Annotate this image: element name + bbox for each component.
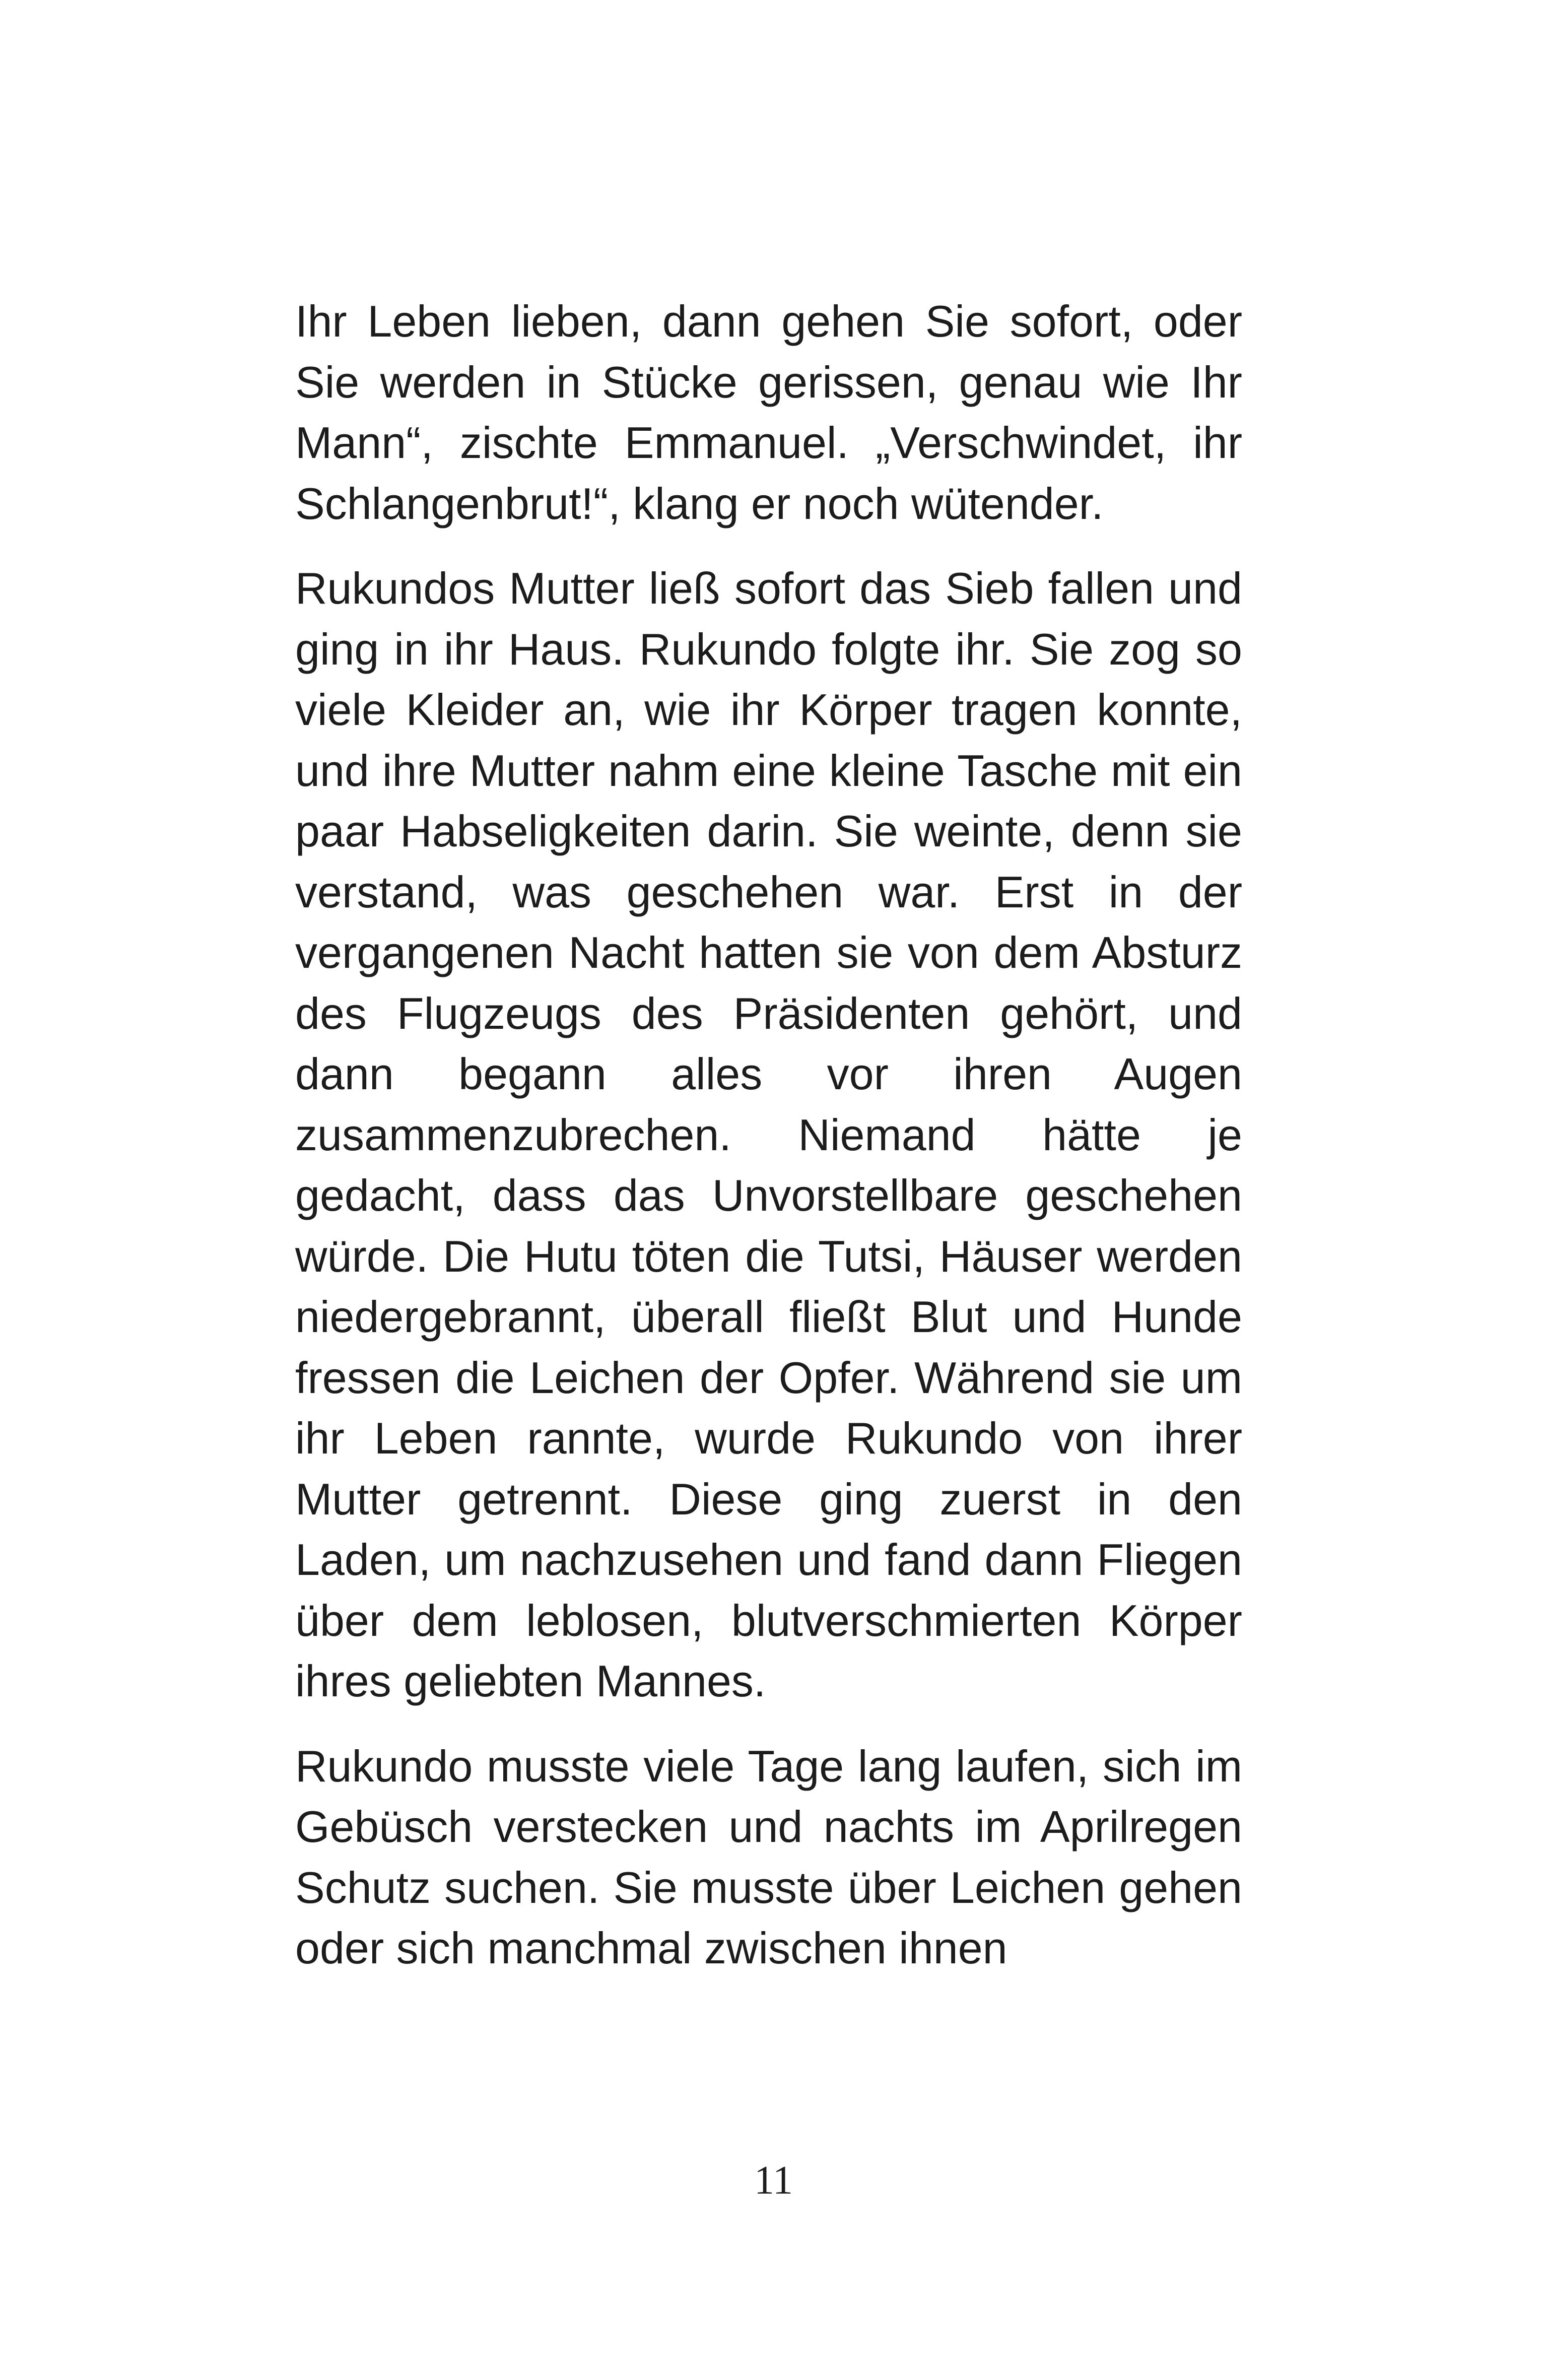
paragraph-3: Rukundo musste viele Tage lang laufen, sich im Gebüsch verstecken und nachts im Aprilregen Schutz suchen. Sie musste über Leichen gehen oder sich manchmal zwischen ihnen	[295, 1741, 1242, 1973]
paragraph-2: Rukundos Mutter ließ sofort das Sieb fallen und ging in ihr Haus. Rukundo folgte ihr. Sie zog so viele Kleider an, wie ihr Körper tragen konnte, und ihre Mutter nahm eine kleine Tasche mit ein paar Habseligkeiten darin. Sie weinte, denn sie verstand, was geschehen war. Erst in der vergangenen Nacht hatten sie von dem Absturz des Flugzeugs des Präsidenten gehört, und dann begann alles vor ihren Augen zusammenzubrechen. Niemand hätte je gedacht, dass das Unvorstellbare geschehen würde. Die Hutu töten die Tutsi, Häuser werden niedergebrannt, überall fließt Blut und Hunde fressen die Leichen der Opfer. Während sie um ihr Leben rannte, wurde Rukundo von ihrer Mutter getrennt. Diese ging zuerst in den Laden, um nachzusehen und fand dann Fliegen über dem leblosen, blutverschmierten Körper ihres geliebten Mannes.	[295, 563, 1242, 1706]
body-text	[295, 291, 1242, 1979]
page-number: 11	[754, 2158, 793, 2203]
paragraph-1: Ihr Leben lieben, dann gehen Sie sofort, oder Sie werden in Stücke gerissen, genau wie Ihr Mann“, zischte Emmanuel. „Verschwindet, ihr Schlangenbrut!“, klang er noch wütender.	[295, 296, 1242, 528]
